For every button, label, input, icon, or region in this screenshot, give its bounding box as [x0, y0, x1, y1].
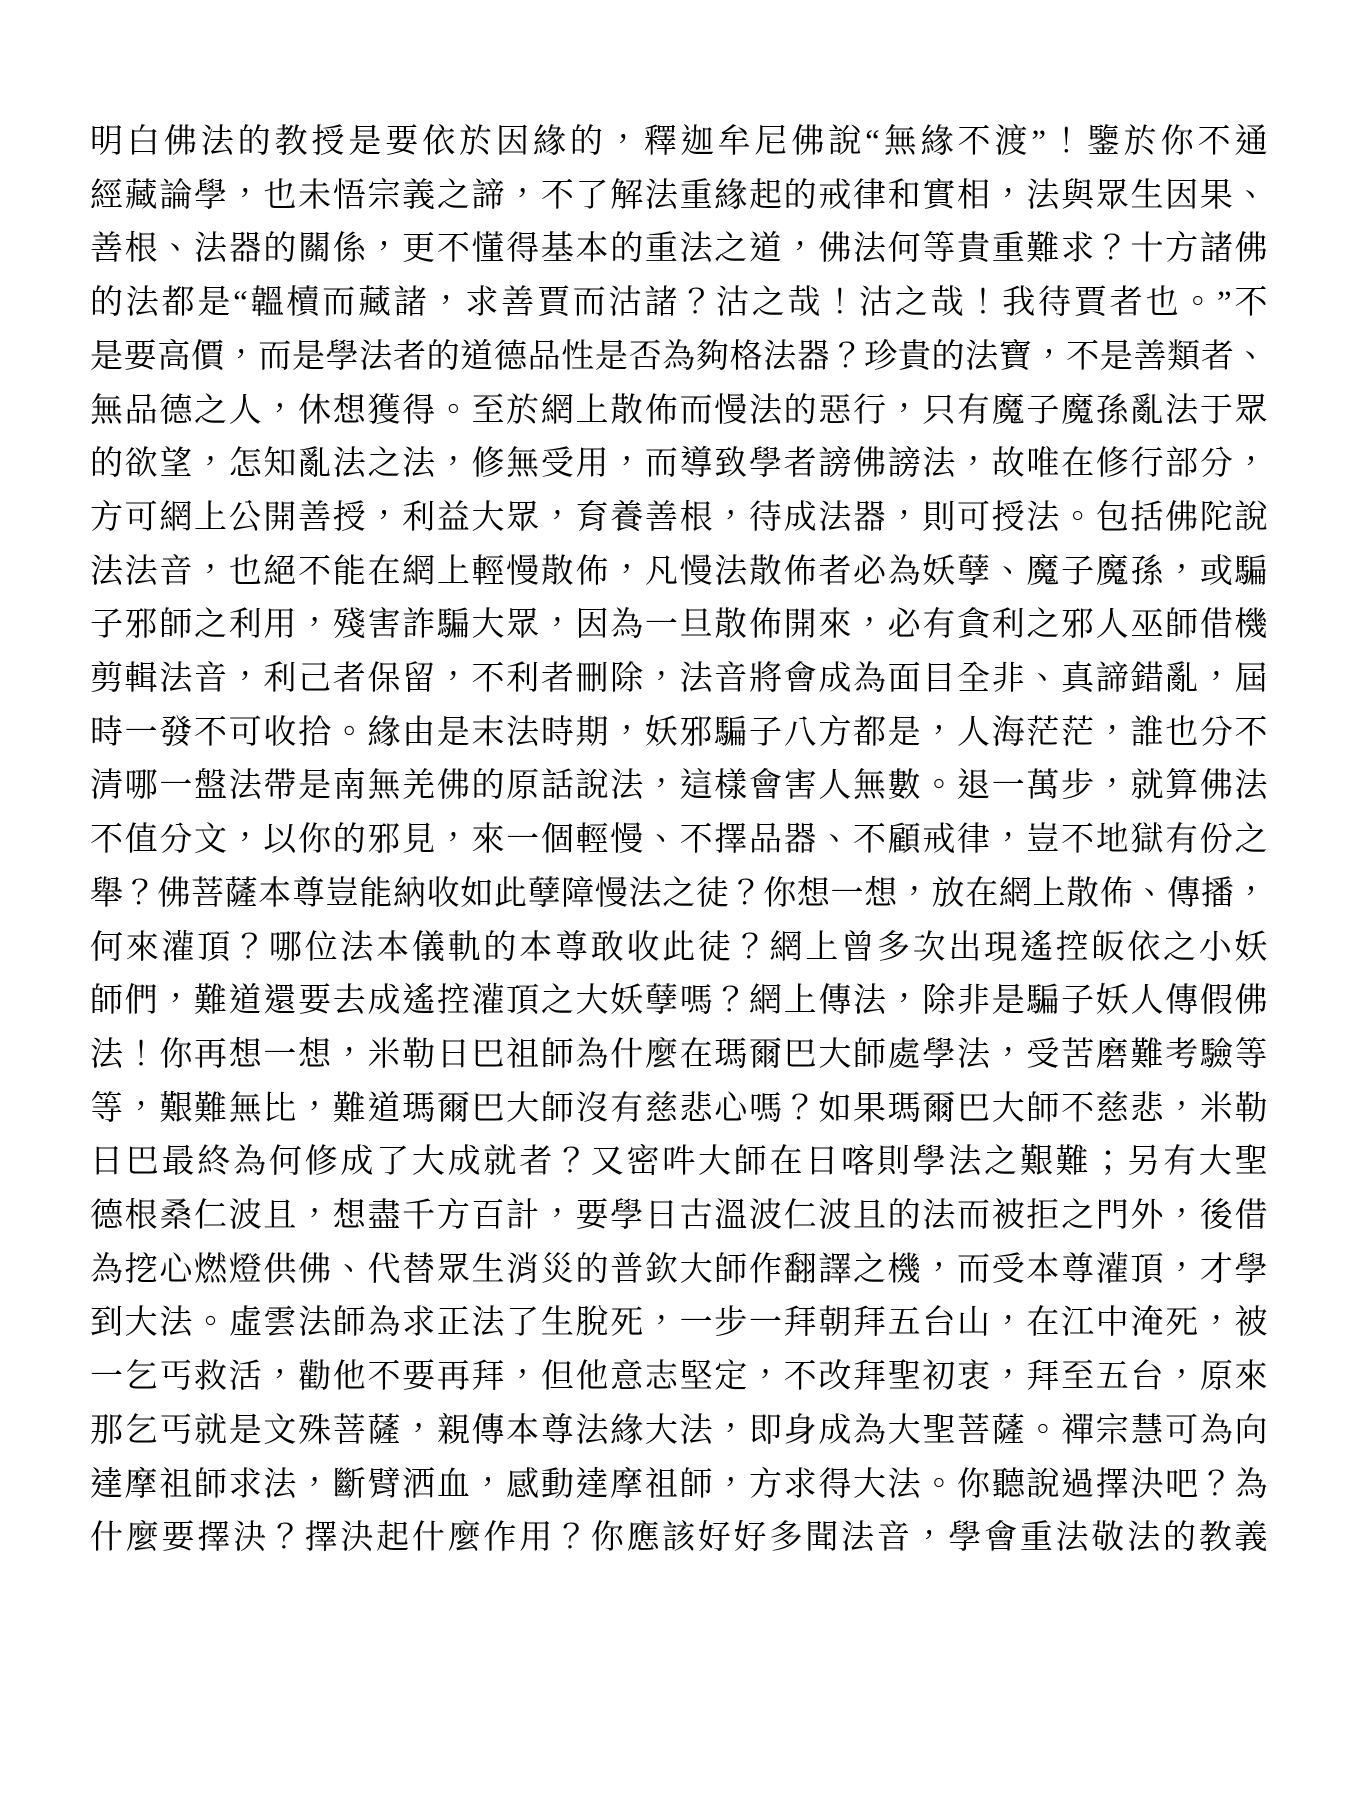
text-line: 剪輯法音，利己者保留，不利者刪除，法音將會成為面目全非、真諦錯亂，屆	[90, 661, 1268, 698]
text-line: 方可網上公開善授，利益大眾，育養善根，待成法器，則可授法。包括佛陀說	[90, 499, 1268, 536]
text-line: 子邪師之利用，殘害詐騙大眾，因為一旦散佈開來，必有貪利之邪人巫師借機	[90, 607, 1268, 644]
text-line: 師們，難道還要去成遙控灌頂之大妖孽嗎？網上傳法，除非是騙子妖人傳假佛	[90, 983, 1268, 1020]
text-line: 善根、法器的關係，更不懂得基本的重法之道，佛法何等貴重難求？十方諸佛	[90, 231, 1268, 268]
text-line: 一乞丐救活，勸他不要再拜，但他意志堅定，不改拜聖初衷，拜至五台，原來	[90, 1359, 1268, 1396]
text-line: 何來灌頂？哪位法本儀軌的本尊敢收此徒？網上曾多次出現遙控皈依之小妖	[90, 929, 1268, 966]
text-line: 舉？佛菩薩本尊豈能納收如此孽障慢法之徒？你想一想，放在網上散佈、傳播，	[90, 875, 1268, 912]
text-line: 為挖心燃燈供佛、代替眾生消災的普欽大師作翻譯之機，而受本尊灌頂，才學	[90, 1251, 1268, 1288]
body-text	[90, 116, 1268, 1566]
text-line: 的法都是“韞櫝而藏諸，求善賈而沽諸？沽之哉！沽之哉！我待賈者也。”不	[90, 285, 1268, 322]
text-line: 法！你再想一想，米勒日巴祖師為什麼在瑪爾巴大師處學法，受苦磨難考驗等	[90, 1036, 1268, 1073]
text-line: 什麼要擇決？擇決起什麼作用？你應該好好多聞法音，學會重法敬法的教義	[90, 1520, 1268, 1557]
text-line: 達摩祖師求法，斷臂洒血，感動達摩祖師，方求得大法。你聽說過擇決吧？為	[90, 1466, 1268, 1503]
text-line: 無品德之人，休想獲得。至於網上散佈而慢法的惡行，只有魔子魔孫亂法于眾	[90, 392, 1268, 429]
text-line: 時一發不可收拾。緣由是末法時期，妖邪騙子八方都是，人海茫茫，誰也分不	[90, 714, 1268, 751]
text-line: 是要高價，而是學法者的道德品性是否為夠格法器？珍貴的法寶，不是善類者、	[90, 338, 1268, 375]
text-line: 那乞丐就是文殊菩薩，親傳本尊法緣大法，即身成為大聖菩薩。禪宗慧可為向	[90, 1412, 1268, 1449]
text-line: 經藏論學，也未悟宗義之諦，不了解法重緣起的戒律和實相，法與眾生因果、	[90, 177, 1268, 214]
text-line: 日巴最終為何修成了大成就者？又密吽大師在日喀則學法之艱難；另有大聖	[90, 1144, 1268, 1181]
text-line: 德根桑仁波且，想盡千方百計，要學日古溫波仁波且的法而被拒之門外，後借	[90, 1198, 1268, 1235]
text-line: 等，艱難無比，難道瑪爾巴大師沒有慈悲心嗎？如果瑪爾巴大師不慈悲，米勒	[90, 1090, 1268, 1127]
text-line: 不值分文，以你的邪見，來一個輕慢、不擇品器、不顧戒律，豈不地獄有份之	[90, 822, 1268, 859]
text-line: 到大法。虛雲法師為求正法了生脫死，一步一拜朝拜五台山，在江中淹死，被	[90, 1305, 1268, 1342]
text-line: 的欲望，怎知亂法之法，修無受用，而導致學者謗佛謗法，故唯在修行部分，	[90, 446, 1268, 483]
text-line: 明白佛法的教授是要依於因緣的，釋迦牟尼佛說“無緣不渡”！鑒於你不通	[90, 124, 1268, 160]
text-line: 清哪一盤法帶是南無羌佛的原話說法，這樣會害人無數。退一萬步，就算佛法	[90, 768, 1268, 805]
text-line: 法法音，也絕不能在網上輕慢散佈，凡慢法散佈者必為妖孽、魔子魔孫，或騙	[90, 553, 1268, 590]
